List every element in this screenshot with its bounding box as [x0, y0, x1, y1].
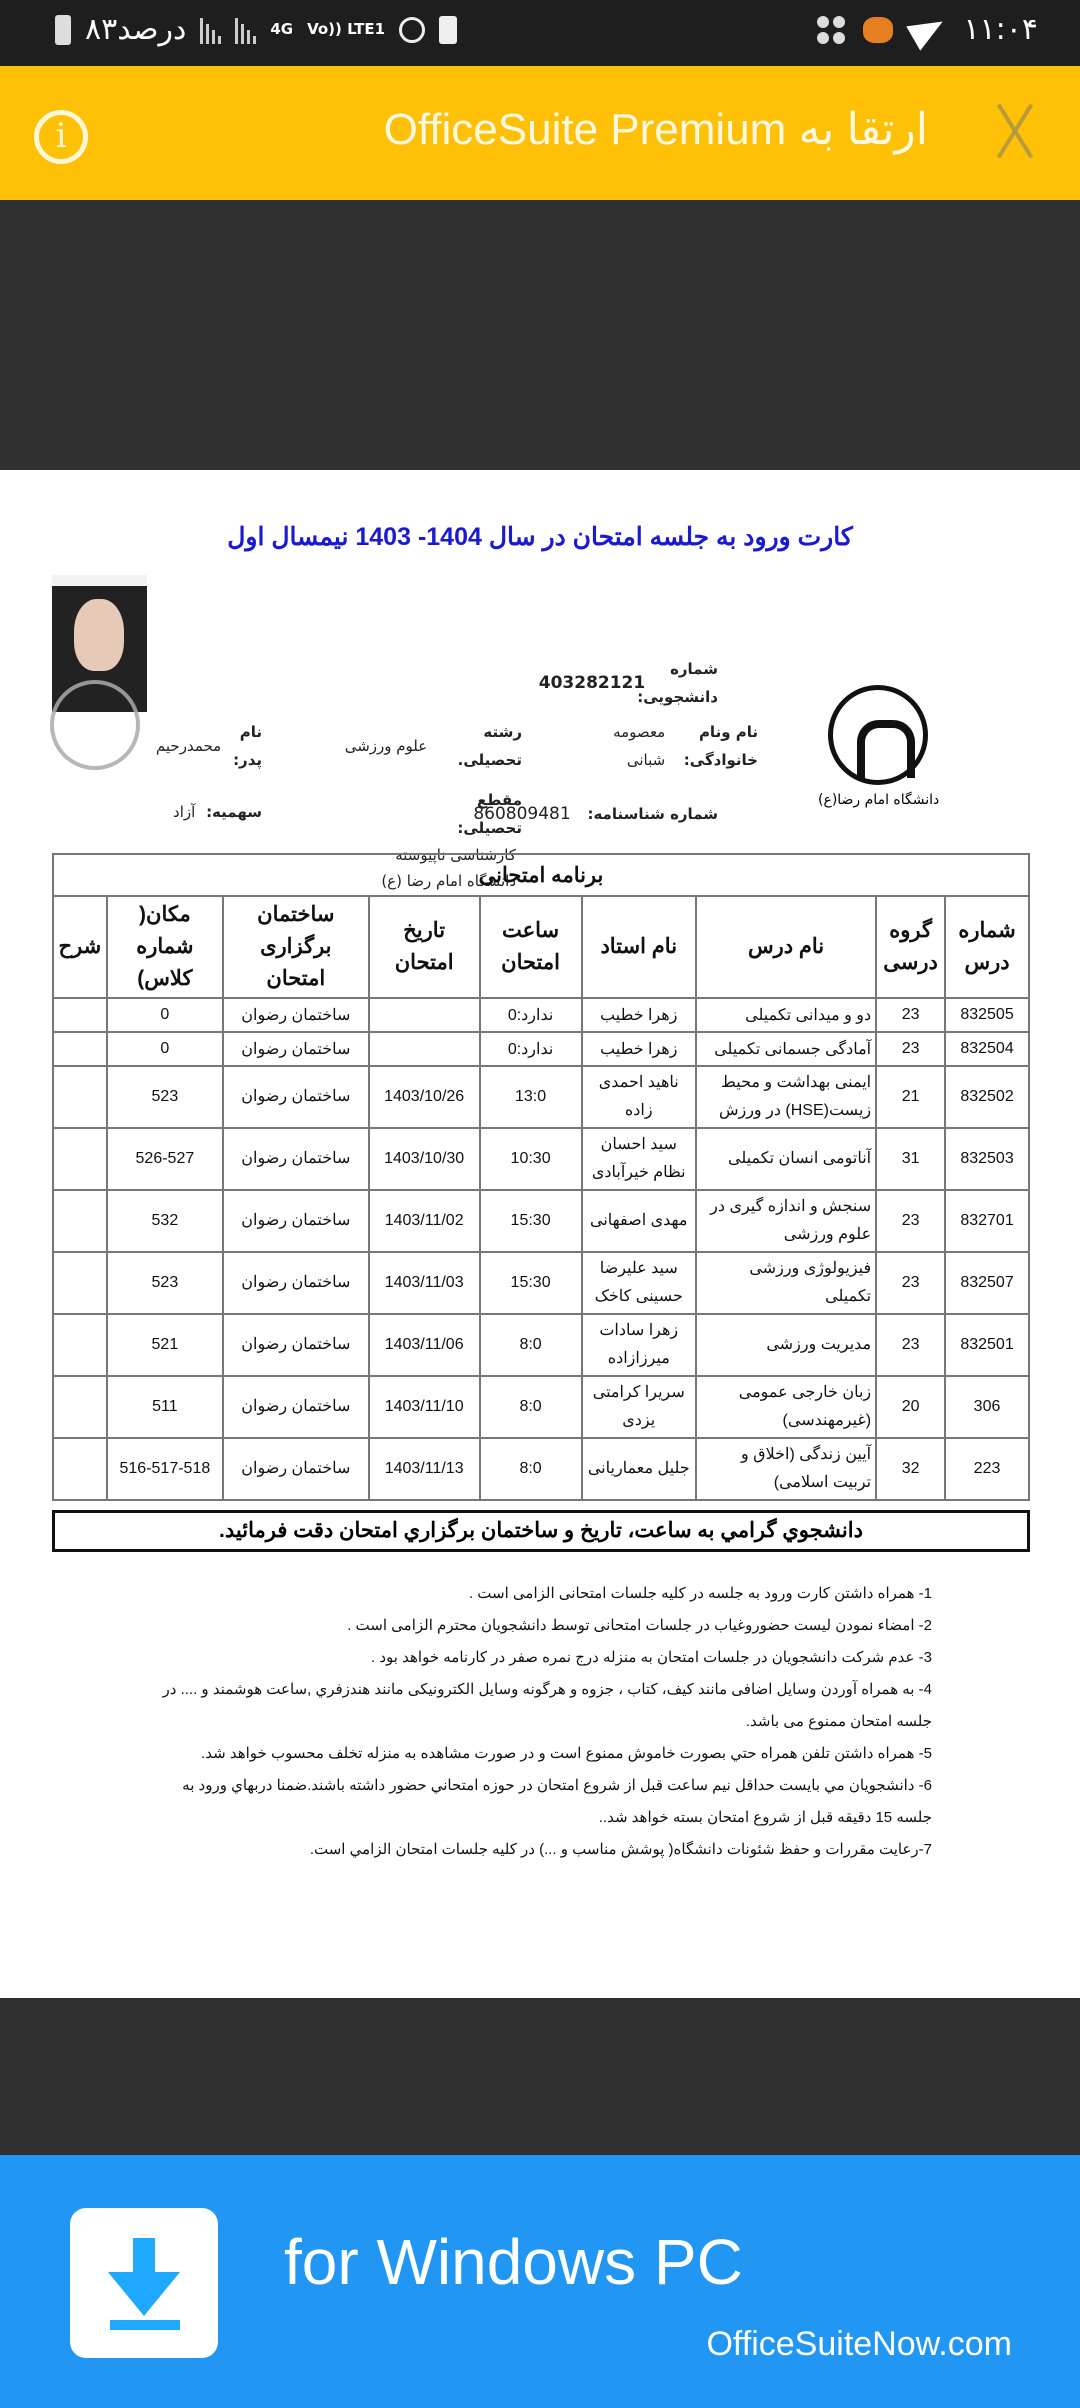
table-header-row — [53, 896, 1029, 998]
cell-group: 23 — [876, 998, 945, 1032]
upgrade-banner-text[interactable]: ارتقا به OfficeSuite Premium — [383, 105, 928, 154]
cell-code: 306 — [945, 1376, 1029, 1438]
cell-code: 832505 — [945, 998, 1029, 1032]
column-header: شرح — [53, 896, 107, 998]
cell-date: 1403/11/06 — [369, 1314, 480, 1376]
id-number-value: 860809481 — [473, 804, 571, 824]
signal-icon-2 — [235, 16, 256, 44]
full-name-label: نام ونام خانوادگی: — [683, 723, 758, 769]
cell-teacher: جلیل معماریانی — [582, 1438, 696, 1500]
cell-teacher: سید احسان نظام خیرآبادی — [582, 1128, 696, 1190]
cell-time: 15:30 — [480, 1190, 582, 1252]
table-row — [53, 1376, 1029, 1438]
table-row — [53, 1032, 1029, 1066]
cell-note — [53, 1438, 107, 1500]
cell-note — [53, 1314, 107, 1376]
quota-label: سهمیه: — [206, 803, 262, 821]
column-header: نام درس — [696, 896, 876, 998]
cell-course: زبان خارجی عمومی (غیرمهندسی) — [696, 1376, 876, 1438]
column-header: گروه درسی — [876, 896, 945, 998]
cell-building: ساختمان رضوان — [223, 1066, 369, 1128]
cell-date: 1403/11/03 — [369, 1252, 480, 1314]
cell-note — [53, 1252, 107, 1314]
table-row — [53, 1128, 1029, 1190]
cell-note — [53, 998, 107, 1032]
cell-teacher: زهرا سادات میرزازاده — [582, 1314, 696, 1376]
cell-date: 1403/10/26 — [369, 1066, 480, 1128]
cell-building: ساختمان رضوان — [223, 1314, 369, 1376]
cell-course: ایمنی بهداشت و محیط زیست(HSE) در ورزش — [696, 1066, 876, 1128]
table-row — [53, 1252, 1029, 1314]
ad-title[interactable]: for Windows PC — [284, 2226, 743, 2298]
cell-note — [53, 1190, 107, 1252]
table-row — [53, 998, 1029, 1032]
cell-date: 1403/11/10 — [369, 1376, 480, 1438]
cell-teacher: سید علیرضا حسینی کاخک — [582, 1252, 696, 1314]
ad-banner[interactable] — [0, 2155, 1080, 2408]
cell-date — [369, 998, 480, 1032]
cell-code: 223 — [945, 1438, 1029, 1500]
cell-course: سنجش و اندازه گیری در علوم ورزشی — [696, 1190, 876, 1252]
cell-room: 521 — [107, 1314, 223, 1376]
first-name-value: معصومه — [613, 723, 666, 741]
volte-indicator: Vo)) LTE1 — [307, 20, 386, 38]
university-logo — [828, 685, 928, 785]
rule-item: 2- امضاء نمودن لیست حضوروغیاب در جلسات امتحانی توسط دانشجویان محترم الزامی است . — [347, 1617, 932, 1634]
battery-text: ۸۳درصد — [85, 12, 187, 47]
cell-building: ساختمان رضوان — [223, 1190, 369, 1252]
rule-item: 5- همراه داشتن تلفن همراه حتي بصورت خاموش ممنوع است و در صورت مشاهده به منزله تخلف محسوب خواهد شد. — [201, 1745, 932, 1762]
cell-room: 526-527 — [107, 1128, 223, 1190]
cell-group: 32 — [876, 1438, 945, 1500]
table-row — [53, 1314, 1029, 1376]
cell-time: 8:0 — [480, 1314, 582, 1376]
university-stamp — [50, 680, 140, 770]
cell-course: آمادگی جسمانی تکمیلی — [696, 1032, 876, 1066]
cell-time: 13:0 — [480, 1066, 582, 1128]
cell-time: 15:30 — [480, 1252, 582, 1314]
education-level-value: کارشناسی ناپیوسته دانشگاه امام رضا (ع) — [381, 846, 516, 890]
signal-icon — [200, 16, 221, 44]
rule-item: 3- عدم شرکت دانشجویان در جلسات امتحان به منزله درج نمره صفر در کارنامه خواهد بود . — [371, 1649, 932, 1666]
column-header: نام استاد — [582, 896, 696, 998]
rule-item: 7-رعايت مقررات و حفظ شئونات دانشگاه( پوشش مناسب و ...) در كليه جلسات امتحان الزامي است. — [309, 1841, 932, 1858]
table-row — [53, 1190, 1029, 1252]
cell-group: 31 — [876, 1128, 945, 1190]
father-name-label: نام پدر: — [233, 723, 262, 769]
cell-group: 23 — [876, 1190, 945, 1252]
cell-group: 21 — [876, 1066, 945, 1128]
network-type: 4G — [270, 20, 294, 38]
cell-teacher: مهدی اصفهانی — [582, 1190, 696, 1252]
rules-list — [150, 1578, 932, 1866]
info-icon[interactable]: i — [34, 110, 88, 164]
id-number-label: شماره شناسنامه: — [587, 805, 718, 823]
cell-code: 832501 — [945, 1314, 1029, 1376]
document-title: کارت ورود به جلسه امتحان در سال 1404- 1403 نیمسال اول — [227, 523, 853, 551]
cell-code: 832701 — [945, 1190, 1029, 1252]
exam-schedule-table — [52, 853, 1030, 1501]
father-name-field — [156, 718, 262, 774]
rule-item: 1- همراه داشتن کارت ورود به جلسه در کلیه جلسات امتحانی الزامی است . — [468, 1585, 932, 1602]
quota-field — [173, 798, 262, 826]
table-row — [53, 1438, 1029, 1500]
download-notification-icon — [817, 16, 845, 44]
cell-room: 516-517-518 — [107, 1438, 223, 1500]
cell-note — [53, 1066, 107, 1128]
upgrade-banner[interactable] — [0, 66, 1080, 200]
education-level-label: مقطع تحصیلی: — [457, 791, 522, 837]
full-name-field — [613, 718, 758, 774]
phone-clean-icon — [439, 16, 457, 44]
cell-building: ساختمان رضوان — [223, 1438, 369, 1500]
cell-group: 20 — [876, 1376, 945, 1438]
cell-group: 23 — [876, 1032, 945, 1066]
cell-time: 8:0 — [480, 1438, 582, 1500]
close-icon[interactable] — [990, 106, 1040, 156]
cell-building: ساختمان رضوان — [223, 1128, 369, 1190]
cell-teacher: زهرا خطیب — [582, 998, 696, 1032]
student-number-label: شماره دانشجویی: — [637, 660, 718, 706]
cell-time: 8:0 — [480, 1376, 582, 1438]
cell-time: 10:30 — [480, 1128, 582, 1190]
last-name-value: شبانی — [626, 751, 666, 769]
table-row — [53, 1066, 1029, 1128]
cell-date: 1403/10/30 — [369, 1128, 480, 1190]
cell-course: مدیریت ورزشی — [696, 1314, 876, 1376]
field-of-study-field — [345, 718, 522, 774]
cell-building: ساختمان رضوان — [223, 1252, 369, 1314]
column-header: مکان( شماره کلاس) — [107, 896, 223, 998]
ad-url[interactable]: OfficeSuiteNow.com — [706, 2325, 1012, 2363]
father-name-value: محمدرحیم — [155, 737, 222, 755]
cell-code: 832502 — [945, 1066, 1029, 1128]
column-header: ساعت امتحان — [480, 896, 582, 998]
cell-room: 523 — [107, 1066, 223, 1128]
battery-icon — [55, 15, 71, 45]
cell-room: 0 — [107, 998, 223, 1032]
cell-course: فیزیولوژی ورزشی تکمیلی — [696, 1252, 876, 1314]
notice-box: دانشجوي گرامي به ساعت، تاريخ و ساختمان برگزاري امتحان دقت فرمائيد. — [52, 1510, 1030, 1552]
cell-time: ندارد:0 — [480, 1032, 582, 1066]
cell-room: 532 — [107, 1190, 223, 1252]
clock: ۱۱:۰۴ — [963, 12, 1038, 47]
cell-course: دو و میدانی تکمیلی — [696, 998, 876, 1032]
cell-date: 1403/11/02 — [369, 1190, 480, 1252]
cell-note — [53, 1128, 107, 1190]
university-caption: دانشگاه امام رضا(ع) — [818, 792, 940, 808]
cell-course: آناتومی انسان تکمیلی — [696, 1128, 876, 1190]
cell-note — [53, 1032, 107, 1066]
quota-value: آزاد — [173, 803, 196, 821]
cell-teacher: ناهید احمدی زاده — [582, 1066, 696, 1128]
column-header: تاریخ امتحان — [369, 896, 480, 998]
student-number-value: 403282121 — [538, 673, 646, 693]
cell-teacher: زهرا خطیب — [582, 1032, 696, 1066]
cell-date — [369, 1032, 480, 1066]
field-of-study-label: رشته تحصیلی. — [457, 723, 522, 769]
download-icon[interactable] — [70, 2208, 218, 2358]
cell-time: ندارد:0 — [480, 998, 582, 1032]
cell-building: ساختمان رضوان — [223, 998, 369, 1032]
table-caption: برنامه امتحانی — [53, 854, 1029, 896]
cell-room: 511 — [107, 1376, 223, 1438]
student-number-field — [539, 655, 718, 711]
cell-code: 832507 — [945, 1252, 1029, 1314]
table-body — [53, 998, 1029, 1500]
field-of-study-value: علوم ورزشی — [344, 737, 428, 755]
cell-group: 23 — [876, 1314, 945, 1376]
cell-room: 0 — [107, 1032, 223, 1066]
rule-item: 4- به همراه آوردن وسایل اضافی مانند کیف، کتاب ، جزوه و هرگونه وسایل الکترونیکی مانند هندزفري ,ساعت هوشمند و .... در جلسه امتحان ممنوع می باشد. — [162, 1681, 932, 1730]
cell-date: 1403/11/13 — [369, 1438, 480, 1500]
document-page — [0, 470, 1080, 1998]
cell-teacher: سریرا کرامتی یزدی — [582, 1376, 696, 1438]
alarm-icon — [399, 17, 425, 43]
rule-item: 6- دانشجويان مي بايست حداقل نيم ساعت قبل از شروع امتحان در حوزه امتحاني حضور داشته باشند.ضمنا دربهاي ورود به جلسه 15 دقيقه قبل از شروع امتحان بسته خواهد شد.. — [182, 1777, 932, 1826]
cell-room: 523 — [107, 1252, 223, 1314]
cell-code: 832504 — [945, 1032, 1029, 1066]
cell-building: ساختمان رضوان — [223, 1032, 369, 1066]
telegram-icon — [907, 9, 950, 50]
cell-note — [53, 1376, 107, 1438]
cell-code: 832503 — [945, 1128, 1029, 1190]
cell-course: آیین زندگی (اخلاق و تربیت اسلامی) — [696, 1438, 876, 1500]
column-header: شماره درس — [945, 896, 1029, 998]
status-bar — [0, 0, 1080, 66]
column-header: ساختمان برگزاری امتحان — [223, 896, 369, 998]
cell-group: 23 — [876, 1252, 945, 1314]
cell-building: ساختمان رضوان — [223, 1376, 369, 1438]
app-notification-icon — [863, 17, 893, 43]
